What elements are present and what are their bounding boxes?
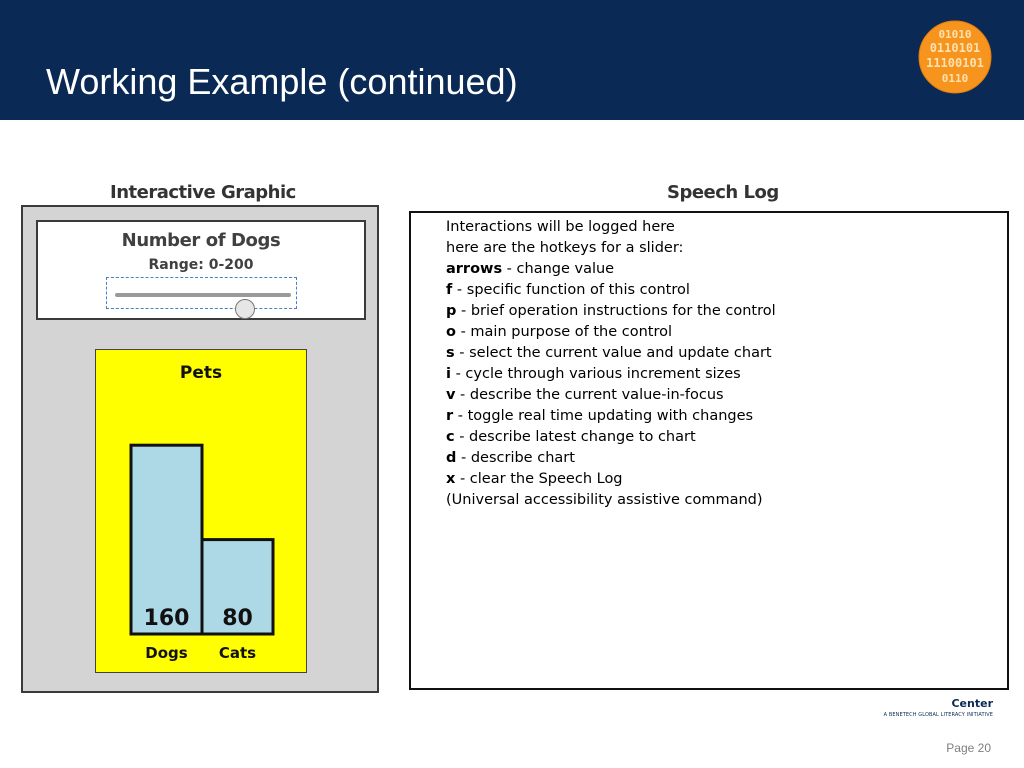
hotkey-label: v <box>446 387 456 403</box>
hotkey-label: p <box>446 303 457 319</box>
speech-log-line <box>446 238 1007 259</box>
speech-log-line <box>446 364 1007 385</box>
speech-log-line <box>446 343 1007 364</box>
logo-glyph-row: 0110 <box>941 72 969 85</box>
log-text: (Universal accessibility assistive command) <box>446 492 763 508</box>
slider-range-label: Range: 0-200 <box>148 257 254 273</box>
speech-log-line <box>446 280 1007 301</box>
log-text: - cycle through various increment sizes <box>450 366 741 382</box>
speech-log-line <box>446 448 1007 469</box>
hotkey-label: arrows <box>446 261 503 277</box>
log-text: - clear the Speech Log <box>455 471 623 487</box>
category-label: Dogs <box>145 644 188 662</box>
hotkey-label: o <box>446 324 456 340</box>
hotkey-label: s <box>446 345 455 361</box>
speech-log-line <box>446 406 1007 427</box>
page-number: Page 20 <box>946 741 991 755</box>
bar-value-label: 160 <box>143 606 190 631</box>
speech-log-line <box>446 259 1007 280</box>
speech-log-line <box>446 427 1007 448</box>
slider-title: Number of Dogs <box>121 230 281 251</box>
logo-glyph-row: 01010 <box>938 28 972 41</box>
log-text: here are the hotkeys for a slider: <box>446 240 684 256</box>
log-text: - describe chart <box>456 450 575 466</box>
log-text: - main purpose of the control <box>455 324 673 340</box>
brand-footer <box>884 697 993 719</box>
log-text: - specific function of this control <box>452 282 690 298</box>
binary-globe-logo <box>918 20 992 94</box>
pets-bar-chart <box>96 350 306 672</box>
hotkey-label: r <box>446 408 454 424</box>
slide-title: Working Example (continued) <box>46 61 518 102</box>
speech-log-line <box>446 301 1007 322</box>
log-text: - select the current value and update chart <box>454 345 772 361</box>
speech-log-line <box>446 469 1007 490</box>
logo-glyph-row: 0110101 <box>929 41 981 55</box>
logo-glyph-row: 11100101 <box>926 56 984 70</box>
pets-chart <box>95 349 307 673</box>
slide-header <box>0 0 1024 120</box>
brand-name: Center <box>951 697 993 710</box>
hotkey-label: x <box>446 471 456 487</box>
brand-tagline: A BENETECH GLOBAL LITERACY INITIATIVE <box>883 712 993 718</box>
hotkey-label: f <box>446 282 453 298</box>
slider-control-panel <box>36 220 366 320</box>
interactive-graphic-heading: Interactive Graphic <box>110 182 296 203</box>
hotkey-label: i <box>446 366 451 382</box>
dogs-slider[interactable] <box>106 277 297 309</box>
log-text: - toggle real time updating with changes <box>453 408 754 424</box>
log-text: - describe latest change to chart <box>454 429 696 445</box>
category-label: Cats <box>218 644 257 662</box>
log-text: - brief operation instructions for the control <box>456 303 776 319</box>
log-text: Interactions will be logged here <box>446 219 675 235</box>
bar-value-label: 80 <box>222 606 253 631</box>
log-text: - describe the current value-in-focus <box>455 387 724 403</box>
chart-title: Pets <box>179 363 223 383</box>
speech-log-line <box>446 322 1007 343</box>
speech-log-line <box>446 385 1007 406</box>
speech-log-line <box>446 490 1007 511</box>
slider-track[interactable] <box>115 293 291 297</box>
speech-log-heading: Speech Log <box>667 182 779 203</box>
log-text: - change value <box>502 261 615 277</box>
hotkey-label: d <box>446 450 457 466</box>
slider-thumb[interactable] <box>235 299 255 319</box>
speech-log-line <box>446 217 1007 238</box>
hotkey-label: c <box>446 429 455 445</box>
speech-log-panel <box>409 211 1009 690</box>
